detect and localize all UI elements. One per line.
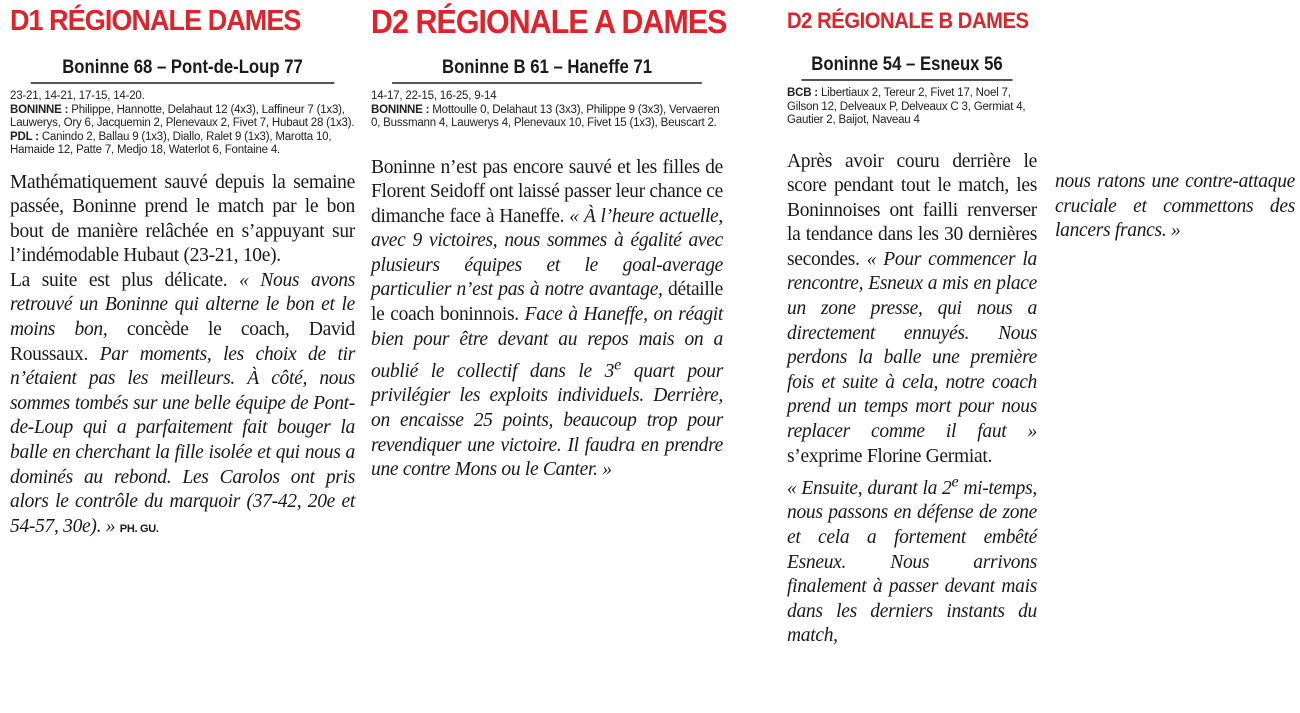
section-heading: D2 RÉGIONALE B DAMES — [787, 8, 1029, 33]
quote-part: Face à Haneffe, on réagit bien pour être devant au repos mais on a oublié le collectif dans le 3 — [371, 304, 724, 382]
paragraph — [10, 269, 355, 542]
text-run: Après avoir couru derrière le score pendant tout le match, les Boninnoises ont failli renverser la tendance dans les 30 dernières secondes. — [787, 150, 1037, 270]
text-run: Boninne n’est pas encore sauvé et les filles de Florent Seidoff ont laissé passer leur chance ce dimanche face à Haneffe. — [371, 156, 723, 227]
text-run: s’exprime Florine Germiat. — [787, 445, 993, 467]
section-heading: D2 RÉGIONALE A DAMES — [371, 3, 727, 40]
match-summary-box — [371, 90, 723, 131]
paragraph — [787, 469, 1037, 649]
team1-lineup — [10, 104, 355, 131]
team2-players: Canindo 2, Ballau 9 (1x3), Diallo, Ralet 9 (1x3), Marotta 10, Hamaide 12, Patte 7, Medjo 18, Waterlot 6, Fontaine 4. — [10, 130, 332, 156]
team2-lineup — [10, 131, 355, 158]
paragraph: Mathématiquement sauvé depuis la semaine passée, Boninne prend le match par le bon bout de manière relâchée en s’appuyant sur l’indémodable Hubaut (23-21, 10e). — [10, 171, 355, 267]
paragraph — [1055, 170, 1295, 244]
quarter-scores: 14-17, 22-15, 16-25, 9-14 — [371, 90, 497, 102]
quote — [787, 472, 1037, 647]
article-d2b — [787, 0, 1039, 649]
article-body — [10, 171, 355, 542]
quote: Par moments, les choix de tir n’étaient pas les meilleurs. À côté, nous sommes tombés sur une belle équipe de Pont-de-Loup qui a parfaitement fait bouger la balle en cherchant la fille isolée et qui nous a dominés au rebond. Les Carolos ont pris alors le contrôle du marquoir (37-42, 20e et 54-57, 30e). » — [10, 343, 355, 537]
team1-lineup — [371, 104, 723, 131]
quote: « Nous avons retrouvé un Boninne qui alterne le bon et le moins bon, — [10, 269, 355, 341]
article-d2b-continuation — [1055, 0, 1295, 244]
match-score-title: Boninne 68 – Pont-de-Loup 77 — [31, 57, 335, 84]
match-summary-box — [787, 87, 1039, 128]
section-heading: D1 RÉGIONALE DAMES — [10, 5, 301, 37]
team1-lineup — [787, 87, 1039, 128]
quote: nous ratons une contre-attaque cruciale et commettons des lancers francs. » — [1055, 171, 1295, 242]
team2-label: PDL : — [10, 130, 39, 143]
quote-part: quart pour privilégier les exploits individuels. Derrière, on encaisse 25 points, beaucoup trop pour revendiquer une victoire. Il faudra en prendre une contre Mons ou le Canter. » — [371, 360, 723, 481]
quote — [371, 304, 723, 480]
quote: « Pour commencer la rencontre, Esneux a mis en place un zone presse, qui nous a directement ennuyés. Nous perdons la balle une première fois et suite à cela, notre coach prend un temps mort pour nous replacer comme il faut » — [787, 248, 1037, 443]
paragraph — [371, 156, 723, 483]
text-run: concède le coach, David Roussaux. — [10, 319, 355, 365]
article-body — [787, 150, 1037, 649]
team1-label: BCB : — [787, 87, 818, 99]
team1-players: Philippe, Hannotte, Delahaut 12 (4x3), Laffineur 7 (1x3), Lauwerys, Ory 6, Jacquemin 2, Plenevaux 2, Fivet 7, Hubaut 28 (1x3). — [10, 103, 355, 129]
team1-label: BONINNE : — [10, 103, 69, 116]
match-score-title: Boninne B 61 – Haneffe 71 — [392, 57, 702, 84]
text-run: détaille le coach boninnois. — [371, 279, 724, 326]
superscript: e — [951, 472, 959, 491]
quote-part: « Ensuite, durant la 2 — [787, 477, 952, 499]
article-d1 — [10, 0, 355, 541]
article-body — [1055, 170, 1295, 244]
author-signature: PH. GU. — [119, 522, 159, 535]
quote-part: mi-temps, nous passons en défense de zone et cela a fortement embêté Esneux. Nous arrivons finalement à passer devant mais dans les derniers instants du match, — [787, 477, 1037, 647]
team1-players: Mottoulle 0, Delahaut 13 (3x3), Philippe 9 (3x3), Vervaeren 0, Bussmann 4, Lauwerys 4, Plenevaux 10, Fivet 15 (1x3), Beuscart 2. — [371, 103, 720, 129]
match-summary-box — [10, 90, 355, 158]
match-score-title: Boninne 54 – Esneux 56 — [801, 54, 1012, 81]
paragraph — [787, 150, 1037, 470]
quote: « À l’heure actuelle, avec 9 victoires, nous sommes à égalité avec plusieurs équipes et le goal-average particulier n’est pas à notre avantage, — [371, 205, 723, 301]
article-body — [371, 156, 723, 483]
quarter-scores: 23-21, 14-21, 17-15, 14-20. — [10, 90, 145, 102]
superscript: e — [614, 355, 621, 374]
team1-label: BONINNE : — [371, 103, 430, 116]
article-d2a — [371, 0, 727, 483]
text-run: La suite est plus délicate. — [10, 269, 240, 291]
team1-players: Libertiaux 2, Tereur 2, Fivet 17, Noel 7, Gilson 12, Delveaux P, Delveaux C 3, Germiat 4, Gautier 2, Baijot, Naveau 4 — [787, 87, 1026, 126]
